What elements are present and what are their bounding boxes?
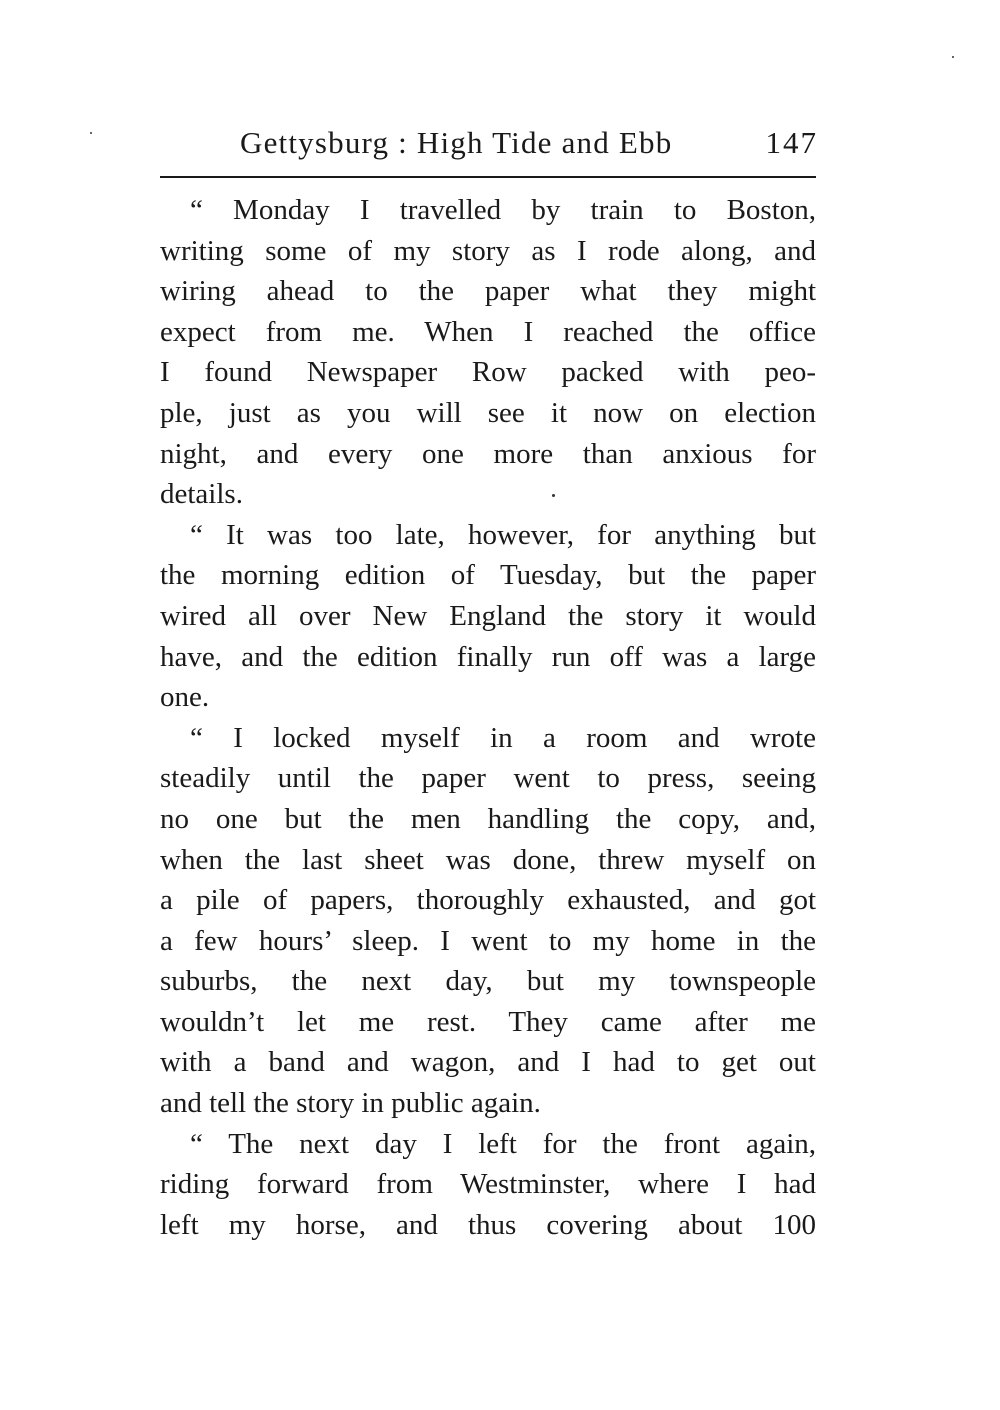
text-line: “ Monday I travelled by train to Boston, [190, 194, 816, 226]
paragraph-2 [160, 515, 816, 718]
text-line: night, and every one more than anxious for [160, 437, 816, 470]
text-line: steadily until the paper went to press, seeing [160, 762, 816, 795]
text-line: “ It was too late, however, for anything but [190, 518, 816, 551]
text-line: wired all over New England the story it would [160, 599, 816, 632]
page-number: 147 [765, 125, 818, 160]
text-line: “ The next day I left for the front again, [190, 1127, 816, 1160]
paragraph-1 [160, 190, 816, 515]
text-line: wiring ahead to the paper what they might [160, 275, 816, 308]
text-line: have, and the edition finally run off was a large [160, 640, 816, 673]
text-line: a pile of papers, thoroughly exhausted, and got [160, 884, 816, 917]
text-line: expect from me. When I reached the office [160, 315, 816, 348]
header-rule [160, 176, 816, 178]
text-line: with a band and wagon, and I had to get out [160, 1046, 816, 1079]
text-line: ple, just as you will see it now on election [160, 396, 816, 429]
text-line: I found Newspaper Row packed with peo- [160, 356, 816, 389]
print-speck [952, 56, 954, 58]
paragraph-3 [160, 718, 816, 1124]
text-line: a few hours’ sleep. I went to my home in the [160, 924, 816, 957]
body-text [160, 190, 816, 1245]
running-title: Gettysburg : High Tide and Ebb [240, 125, 673, 160]
text-line: one. [160, 681, 210, 714]
text-line: no one but the men handling the copy, and, [160, 802, 816, 835]
print-speck [552, 494, 555, 497]
text-line: details. [160, 478, 243, 511]
text-line: and tell the story in public again. [160, 1087, 541, 1120]
text-line: writing some of my story as I rode along, and [160, 234, 816, 267]
text-line: the morning edition of Tuesday, but the paper [160, 559, 816, 592]
print-speck [90, 132, 92, 134]
running-head [160, 118, 818, 168]
text-line: left my horse, and thus covering about 100 [160, 1208, 816, 1241]
text-line: riding forward from Westminster, where I had [160, 1168, 816, 1201]
text-line: when the last sheet was done, threw myself on [160, 843, 816, 876]
paragraph-4 [160, 1124, 816, 1246]
text-line: wouldn’t let me rest. They came after me [160, 1005, 816, 1038]
text-line: “ I locked myself in a room and wrote [190, 721, 816, 754]
text-line: suburbs, the next day, but my townspeople [160, 965, 816, 998]
